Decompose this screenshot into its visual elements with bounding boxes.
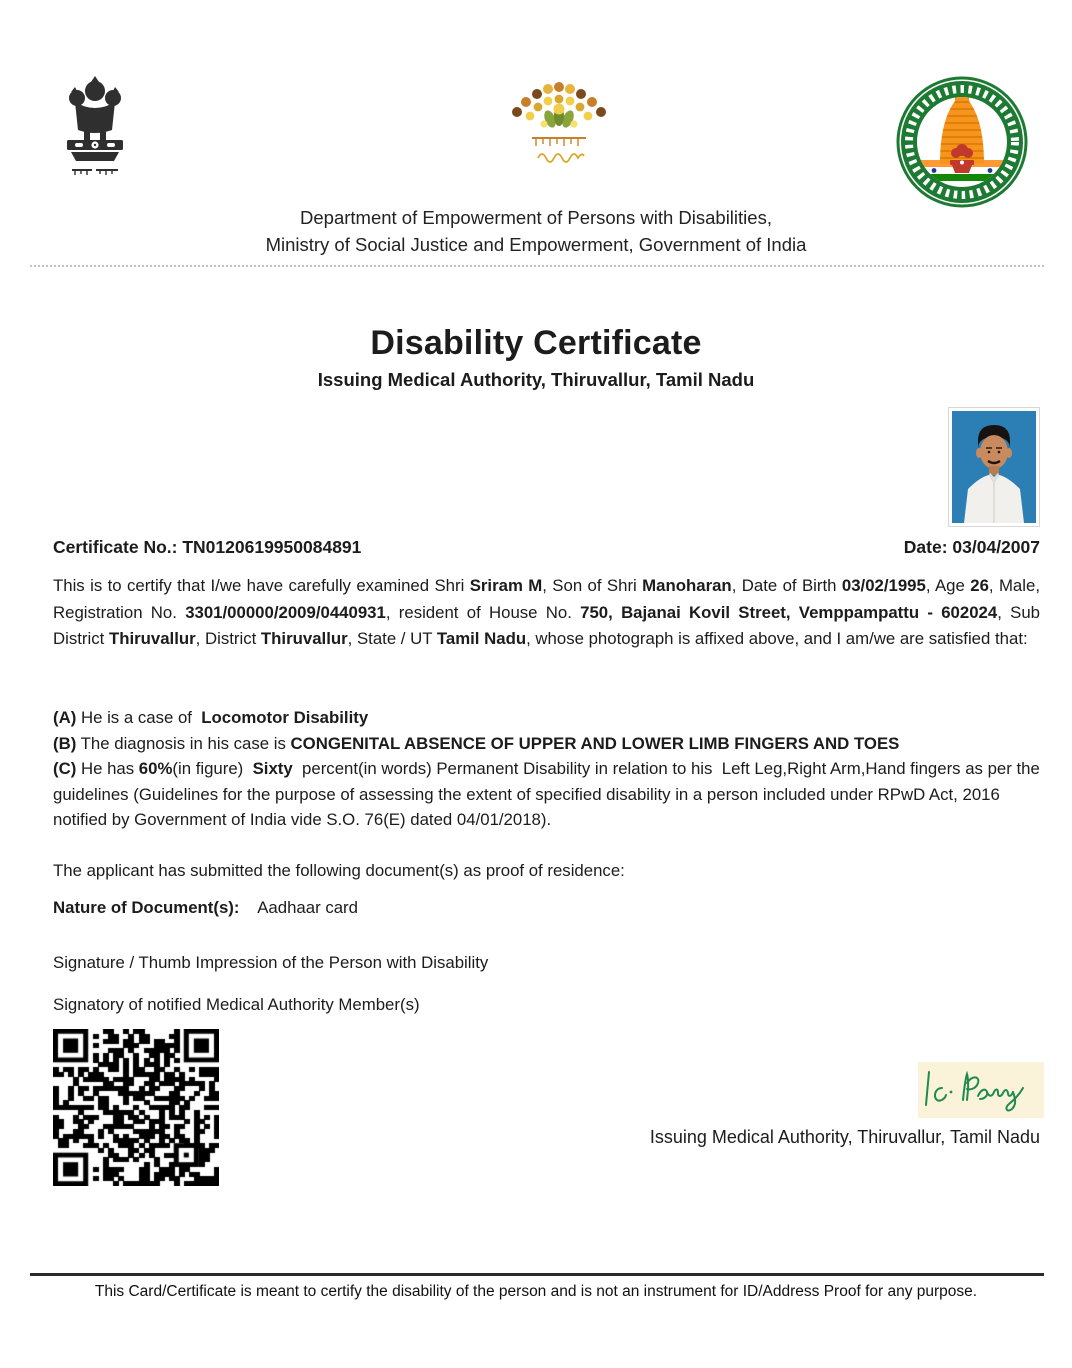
clause-c: (C) He has 60%(in figure) Sixty percent(in words) Permanent Disability in relation to his Left Leg,Right Arm,Hand fingers as per the guidelines (Guidelines for the purpose of assessing the extent of specified disability in a person included under RPwD Act, 2016 notified by Government of India vide S.O. 76(E) dated 04/01/2018). (53, 759, 1045, 829)
satyameva-jayate-caption (72, 170, 118, 175)
page-subtitle: Issuing Medical Authority, Thiruvallur, Tamil Nadu (317, 369, 755, 390)
nature-of-documents-value: Aadhaar card (257, 898, 358, 917)
issuing-authority-line: Issuing Medical Authority, Thiruvallur, Tamil Nadu (649, 1127, 1040, 1147)
department-line1: Department of Empowerment of Persons with Disabilities, (300, 207, 772, 228)
department-line2: Ministry of Social Justice and Empowerment, Government of India (265, 234, 807, 255)
certificate-number-label: Certificate No.: (53, 537, 178, 557)
residence-proof-intro: The applicant has submitted the following document(s) as proof of residence: (53, 861, 625, 880)
footer-rule (30, 1273, 1044, 1276)
emblem-of-india-svg (62, 74, 128, 194)
swavlamban-english-caption (538, 154, 584, 162)
nature-of-documents-label: Nature of Document(s): (53, 898, 240, 917)
page-title: Disability Certificate (370, 324, 702, 362)
authority-signature-svg (918, 1062, 1044, 1118)
swavlamban-logo-icon (486, 78, 632, 170)
certificate-meta-row (53, 537, 1040, 558)
clause-b: (B) The diagnosis in his case is CONGENITAL ABSENCE OF UPPER AND LOWER LIMB FINGERS AND TOES (53, 733, 900, 753)
clause-a: (A) He is a case of Locomotor Disability (53, 708, 369, 727)
emblem-of-india-icon (62, 74, 128, 194)
certificate-number-value: TN0120619950084891 (182, 537, 362, 557)
certify-paragraph: This is to certify that I/we have carefully examined Shri Sriram M, Son of Shri Manoharan, Date of Birth 03/02/1995, Age 26, Male, Registration No. 3301/00000/2009/0440931, resident of House No. 750, Bajanai Kovil Street, Vemppampattu - 602024, Sub District Thiruvallur, District Thiruvallur, State / UT Tamil Nadu, whose photograph is affixed above, and I am/we are satisfied that: (53, 576, 1045, 648)
qr-code (53, 1029, 219, 1186)
swavlamban-hindi-caption (532, 138, 586, 146)
dotted-separator (30, 265, 1044, 267)
applicant-photo (948, 407, 1040, 527)
certificate-number (53, 537, 361, 558)
clauses-block (53, 705, 1045, 833)
certificate-date-label: Date: (903, 537, 948, 557)
authority-signature-image (918, 1062, 1044, 1118)
signatory-authority-line: Signatory of notified Medical Authority Member(s) (53, 995, 420, 1014)
signature-person-line: Signature / Thumb Impression of the Person with Disability (53, 953, 489, 972)
swavlamban-logo-svg (486, 78, 632, 170)
tamil-nadu-government-logo-icon (896, 76, 1028, 208)
nature-of-documents-row (53, 898, 1040, 918)
footer-disclaimer: This Card/Certificate is meant to certify the disability of the person and is not an instrument for ID/Address Proof for any purpose. (94, 1283, 978, 1300)
certificate-date (904, 537, 1040, 558)
department-header (0, 204, 1072, 258)
certificate-date-value: 03/04/2007 (952, 537, 1040, 557)
tamil-nadu-logo-svg (896, 76, 1028, 208)
applicant-photo-svg (952, 411, 1036, 523)
